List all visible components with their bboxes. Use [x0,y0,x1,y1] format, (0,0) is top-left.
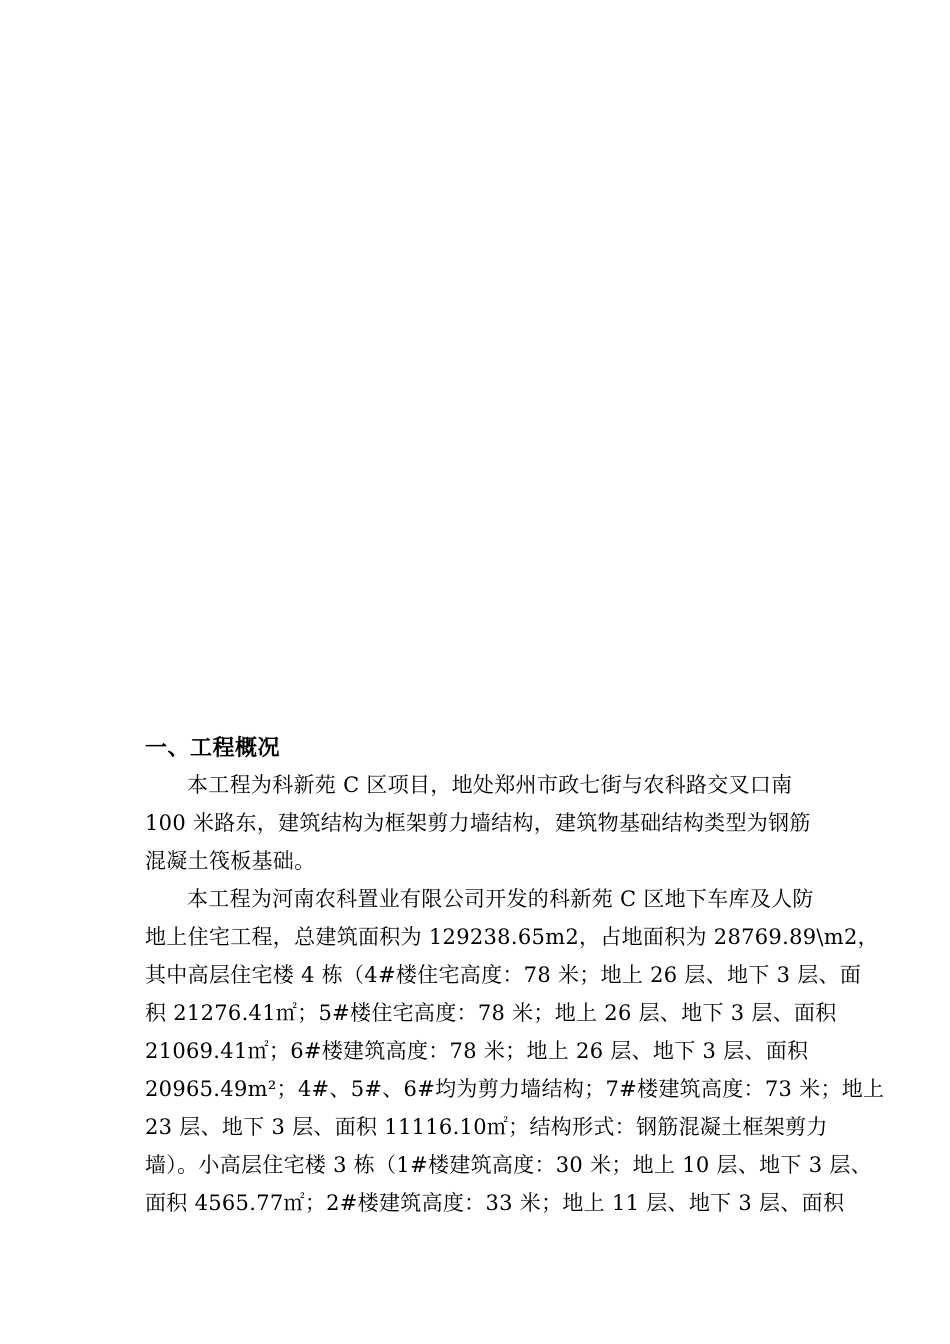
section-title: 一、工程概况 [145,736,281,761]
paragraph-1 [145,766,865,880]
paragraph-2 [145,880,885,1222]
paragraph-line: 23 层、地下 3 层、面积 11116.10㎡；结构形式：钢筋混凝土框架剪力 [145,1115,828,1139]
paragraph-line: 面积 4565.77㎡；2#楼建筑高度：33 米；地上 11 层、地下 3 层、面积 [145,1191,845,1215]
paragraph-line: 地上住宅工程，总建筑面积为 129238.65m2，占地面积为 28769.89\m2， [145,925,879,949]
paragraph-line: 其中高层住宅楼 4 栋（4#楼住宅高度：78 米；地上 26 层、地下 3 层、面 [145,963,862,987]
paragraph-line: 100 米路东，建筑结构为框架剪力墙结构，建筑物基础结构类型为钢筋 [145,811,811,835]
paragraph-line: 21069.41㎡；6#楼建筑高度：78 米；地上 26 层、地下 3 层、面积 [145,1039,809,1063]
paragraph-line: 20965.49m²；4#、5#、6#均为剪力墙结构；7#楼建筑高度：73 米；地上 [145,1077,885,1101]
paragraph-line: 混凝土筏板基础。 [145,849,316,873]
paragraph-line: 积 21276.41㎡；5#楼住宅高度：78 米；地上 26 层、地下 3 层、面积 [145,1001,837,1025]
paragraph-line: 本工程为河南农科置业有限公司开发的科新苑 C 区地下车库及人防 [187,887,814,911]
paragraph-line: 本工程为科新苑 C 区项目，地处郑州市政七街与农科路交叉口南 [187,773,793,797]
document-body [145,733,885,1222]
paragraph-line: 墙）。小高层住宅楼 3 栋（1#楼建筑高度：30 米；地上 10 层、地下 3 层、 [145,1153,872,1177]
